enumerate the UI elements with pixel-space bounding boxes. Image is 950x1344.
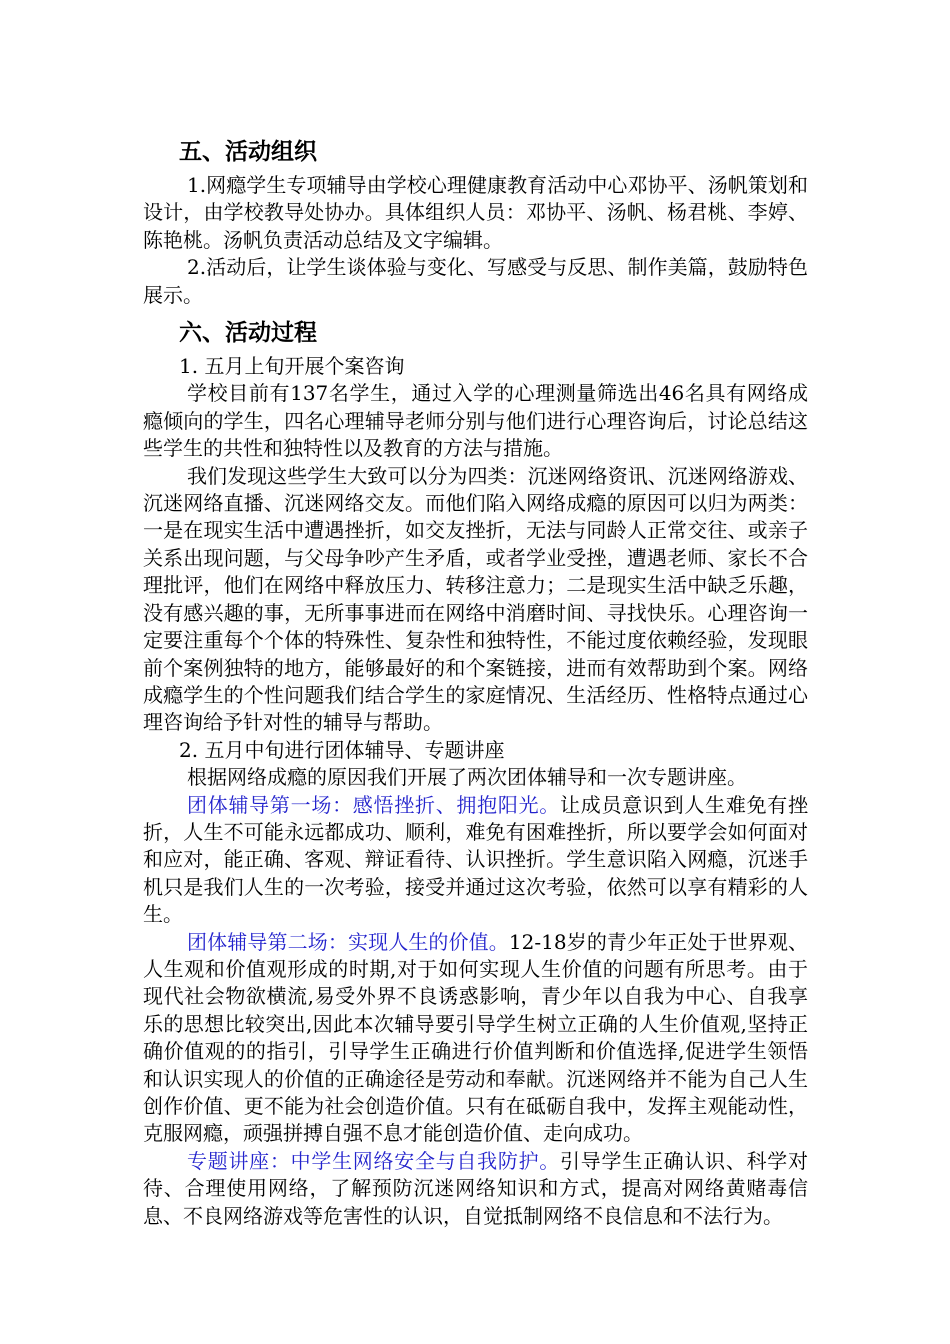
paragraph-group-session-2: [143, 929, 808, 1148]
group-session-1-text: 让成员意识到人生难免有挫折，人生不可能永远都成功、顺利，难免有困难挫折，所以要学会如何面对和应对，能正确、客观、辩证看待、认识挫折。学生意识陷入网瘾，沉迷手机只是我们人生的一次考验，接受并通过这次考验，依然可以享有精彩的人生。: [143, 792, 809, 927]
subheading-individual-consultation: 1. 五月上旬开展个案咨询: [179, 354, 405, 379]
document-page: [143, 132, 808, 1230]
lecture-text: 引导学生正确认识、科学对待、合理使用网络，了解预防沉迷网络知识和方式，提高对网络黄赌毒信息、不良网络游戏等危害性的认识，自觉抵制网络不良信息和不法行为。: [143, 1148, 809, 1228]
paragraph: 2.活动后，让学生谈体验与变化、写感受与反思、制作美篇，鼓励特色展示。: [143, 255, 808, 307]
subheading-group-counseling: 2. 五月中旬进行团体辅导、专题讲座: [179, 737, 505, 762]
paragraph-group-session-1: [143, 792, 808, 929]
lecture-title: 专题讲座：中学生网络安全与自我防护。: [187, 1148, 561, 1173]
group-session-1-title: 团体辅导第一场：感悟挫折、拥抱阳光。: [187, 792, 561, 817]
section-heading-activity-organization: 五、活动组织: [179, 139, 317, 165]
group-session-2-text: 12-18岁的青少年正处于世界观、人生观和价值观形成的时期,对于如何实现人生价值的问题有所思考。由于现代社会物欲横流,易受外界不良诱惑影响，青少年以自我为中心、自我享乐的思想比较突出,因此本次辅导要引导学生树立正确的人生价值观,坚持正确价值观的的指引，引导学生正确进行价值判断和价值选择,促进学生领悟和认识实现人的价值的正确途径是劳动和奉献。沉迷网络并不能为自己人生创作价值、更不能为社会创造价值。只有在砥砺自我中，发挥主观能动性，克服网瘾，顽强拼搏自强不息才能创造价值、走向成功。: [143, 929, 809, 1146]
paragraph-lecture: [143, 1148, 808, 1230]
paragraph: 学校目前有137名学生，通过入学的心理测量筛选出46名具有网络成瘾倾向的学生，四名心理辅导老师分别与他们进行心理咨询后，讨论总结这些学生的共性和独特性以及教育的方法与措施。: [143, 381, 808, 461]
section-heading-activity-process: 六、活动过程: [179, 320, 317, 347]
paragraph: 根据网络成瘾的原因我们开展了两次团体辅导和一次专题讲座。: [187, 765, 747, 790]
group-session-2-title: 团体辅导第二场：实现人生的价值。: [187, 929, 509, 954]
paragraph: 我们发现这些学生大致可以分为四类：沉迷网络资讯、沉迷网络游戏、沉迷网络直播、沉迷网络交友。而他们陷入网络成瘾的原因可以归为两类：一是在现实生活中遭遇挫折，如交友挫折，无法与同龄人正常交往、或亲子关系出现问题，与父母争吵产生矛盾，或者学业受挫，遭遇老师、家长不合理批评，他们在网络中释放压力、转移注意力；二是现实生活中缺乏乐趣，没有感兴趣的事，无所事事进而在网络中消磨时间、寻找快乐。心理咨询一定要注重每个个体的特殊性、复杂性和独特性，不能过度依赖经验，发现眼前个案例独特的地方，能够最好的和个案链接，进而有效帮助到个案。网络成瘾学生的个性问题我们结合学生的家庭情况、生活经历、性格特点通过心理咨询给予针对性的辅导与帮助。: [143, 463, 808, 735]
paragraph: 1.网瘾学生专项辅导由学校心理健康教育活动中心邓协平、汤帆策划和设计，由学校教导处协办。具体组织人员：邓协平、汤帆、杨君桃、李婷、陈艳桃。汤帆负责活动总结及文字编辑。: [143, 173, 808, 252]
